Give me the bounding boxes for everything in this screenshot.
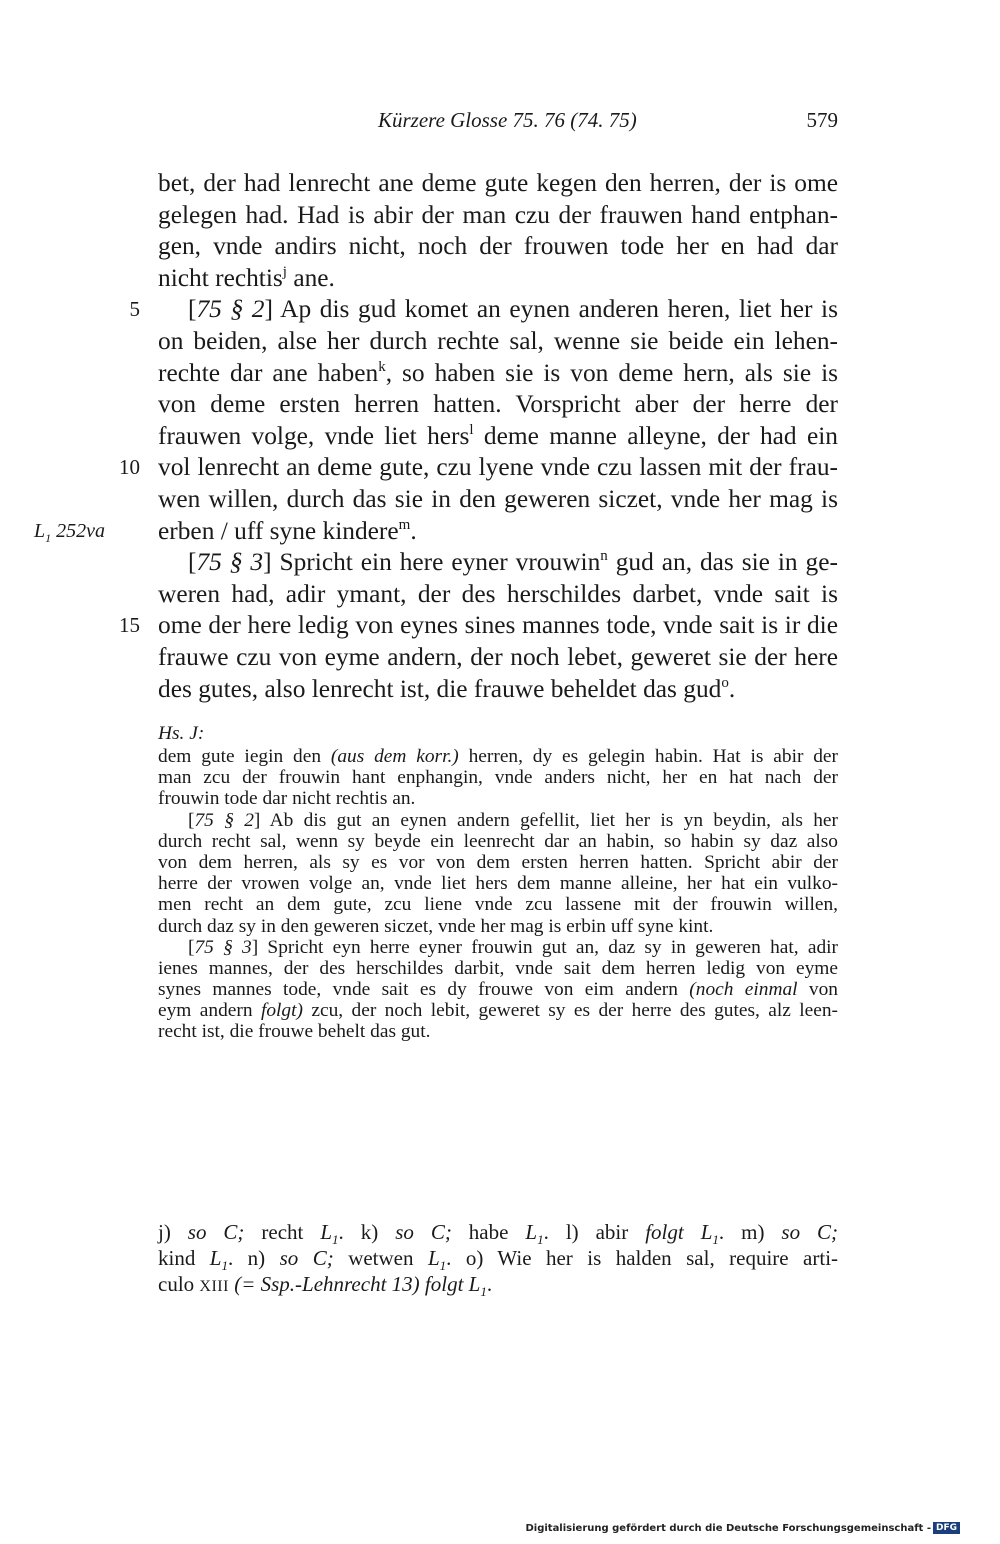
- footnotes: [158, 1219, 839, 1300]
- apparatus-heading: Hs. J:: [158, 723, 205, 744]
- dfg-logo-icon: DFG: [933, 1522, 960, 1534]
- text-line: frauwen volge, vnde liet hers$^l$ deme manne alleyne, der had ein: [158, 421, 838, 450]
- text-line: nicht rechtis$^j$ ane.: [158, 263, 335, 292]
- footnote-line: culo XIII (= Ssp.-Lehnrecht 13) folgt $L_1$.: [158, 1272, 493, 1300]
- footnote-n: n) so C; wetwen $L_1$.: [247, 1246, 452, 1274]
- footnote-o: o) Wie her is halden sal, require arti-: [465, 1246, 839, 1270]
- footnote-line: [158, 1245, 839, 1274]
- line-number-5: 5: [129, 297, 140, 322]
- text-line: [75 § 2] Ap dis gud komet an eynen anderen heren, liet her is: [188, 295, 838, 324]
- apparatus-line: men recht an dem gute, zcu liene vnde zcu lassene mit der frouwin willen,: [158, 894, 838, 916]
- text-line: ome der here ledig von eynes sines mannes tode, vnde sait is ir die: [158, 611, 838, 640]
- line-number-15: 15: [119, 613, 140, 638]
- apparatus-line: dem gute iegin den (aus dem korr.) herren, dy es gelegin habin. Hat is abir der: [158, 746, 838, 767]
- page-number: 579: [806, 108, 838, 132]
- text-line: on beiden, alse her durch rechte sal, wenne sie beide ein lehen-: [158, 326, 838, 355]
- line-number-10: 10: [119, 455, 140, 480]
- apparatus-line: man zcu der frouwin hant enphangin, vnde anders nicht, her en hat nach der: [158, 767, 838, 789]
- footnote-m-cont: kind $L_1$.: [158, 1246, 234, 1274]
- apparatus-line: frouwin tode dar nicht rechtis an.: [158, 788, 416, 810]
- apparatus-line: [75 § 2] Ab dis gut an eynen andern gefellit, liet her is yn beydin, als her: [188, 809, 838, 831]
- page-header: [158, 106, 838, 136]
- text-line: [75 § 3] Spricht ein here eyner vrouwin$^n$ gud an, das sie in ge-: [188, 548, 838, 577]
- text-line: bet, der had lenrecht ane deme gute kegen den herren, der is ome: [158, 169, 838, 197]
- apparatus-line: herre der vrowen volge an, vnde liet hers dem manne alleine, her hat ein vulko-: [158, 873, 838, 895]
- digitization-credit: Digitalisierung gefördert durch die Deutsche Forschungsgemeinschaft - DFG: [525, 1522, 960, 1534]
- running-title: Kürzere Glosse 75. 76 (74. 75): [378, 108, 637, 132]
- footnote-line: [158, 1219, 839, 1248]
- apparatus-line: synes mannes tode, vnde sait es dy frouwe von eim andern (noch einmal von: [158, 979, 838, 1001]
- footnote-marker: k: [378, 358, 386, 375]
- text-line: gelegen had. Had is abir der man czu der frauwen hand entphan-: [158, 200, 838, 229]
- text-line: vol lenrecht an deme gute, czu lyene vnde czu lassen mit der frau-: [158, 453, 838, 482]
- footnote-m: m) so C;: [741, 1220, 839, 1244]
- footnote-j: j) so C; recht $L_1$.: [158, 1220, 344, 1248]
- apparatus-line: eym andern folgt) zcu, der noch lebit, geweret sy es der herre des gutes, alz leen-: [158, 1000, 839, 1022]
- text-line: frauwe czu von eyme andern, der noch lebet, geweret sie der here: [158, 642, 838, 671]
- apparatus-line: recht ist, die frouwe behelt das gut.: [158, 1021, 431, 1043]
- footnote-marker: m: [398, 516, 411, 533]
- footnote-marker: j: [282, 263, 287, 280]
- footnote-marker: n: [600, 548, 608, 565]
- footnote-marker: l: [469, 421, 474, 438]
- footnote-l: l) abir folgt $L_1$.: [565, 1220, 725, 1248]
- apparatus-line: durch recht sal, wenn sy beyde ein leenrecht dar an habin, so habin sy daz also: [158, 830, 838, 852]
- text-line: erben / uff syne kindere$^m$.: [158, 516, 417, 545]
- text-line: von deme ersten herren hatten. Vorspricht aber der herre der: [158, 390, 838, 419]
- manuscript-variant-apparatus: [158, 722, 838, 1043]
- text-line: weren had, adir ymant, der des herschildes darbet, vnde sait is: [158, 579, 838, 608]
- apparatus-line: von dem herren, als sy es vor von dem ersten herren hatten. Spricht abir der: [158, 851, 838, 873]
- text-line: rechte dar ane haben$^k$, so haben sie is von deme hern, als sie is: [158, 358, 839, 387]
- main-text: [158, 168, 838, 705]
- text-line: wen willen, durch das sie in den geweren siczet, vnde her mag is: [158, 484, 838, 513]
- text-line: des gutes, also lenrecht ist, die frauwe beheldet das gud$^o$.: [158, 674, 736, 703]
- apparatus-line: durch daz sy in den geweren siczet, vnde her mag is erbin uff syne kint.: [158, 915, 714, 937]
- footnote-k: k) so C; habe $L_1$.: [360, 1220, 549, 1248]
- margin-folio-note: $L_1$ 252va: [34, 519, 106, 545]
- apparatus-line: ienes mannes, der des herschildes darbit, vnde sait dem herren ledig von eyme: [158, 957, 838, 979]
- apparatus-line: [75 § 3] Spricht eyn herre eyner frouwin gut an, daz sy in geweren hat, adir: [188, 936, 838, 958]
- text-line: gen, vnde andirs nicht, noch der frouwen tode her en had dar: [158, 232, 838, 261]
- footnote-marker: o: [721, 674, 729, 691]
